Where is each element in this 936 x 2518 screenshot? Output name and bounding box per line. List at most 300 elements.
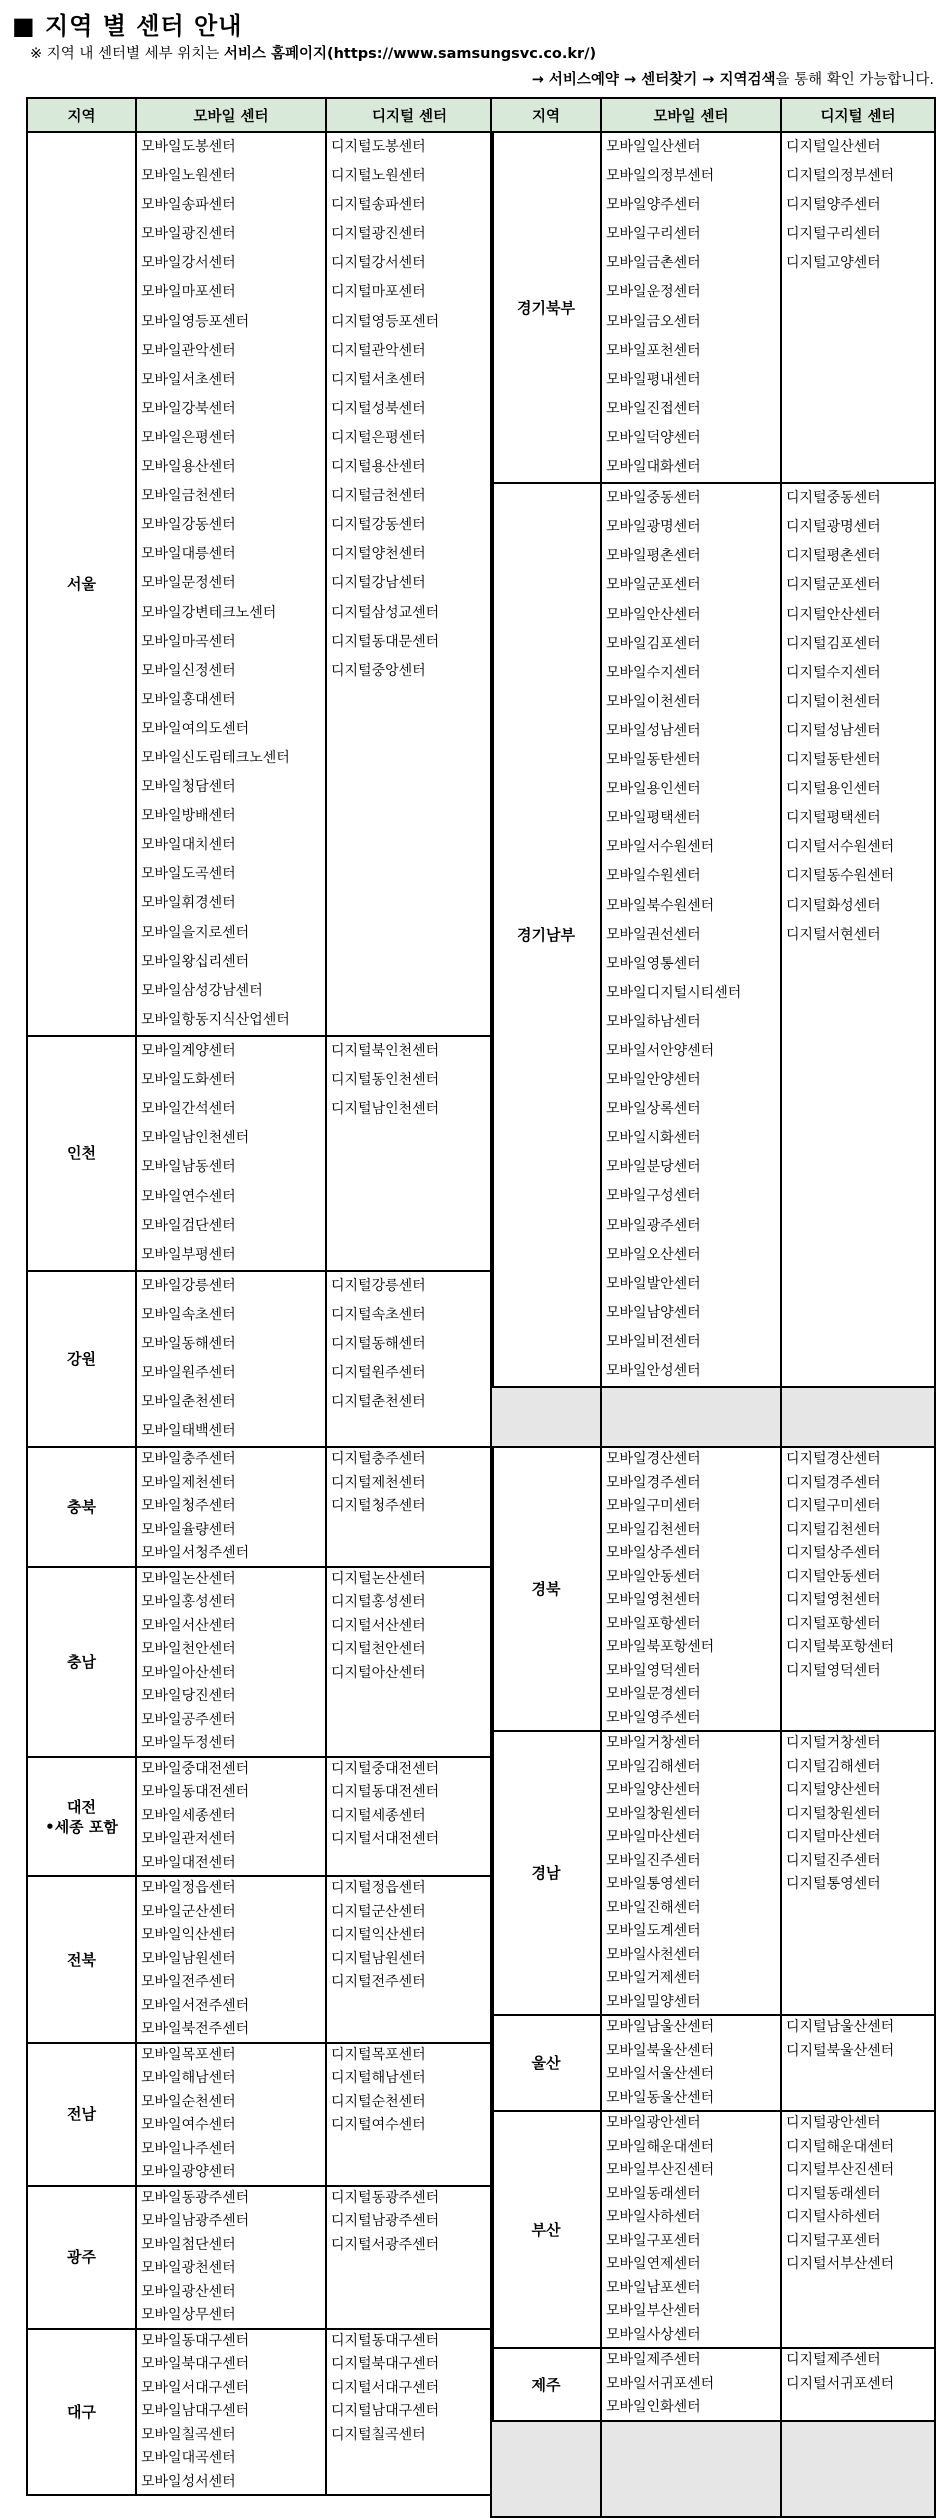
mobile-center-item: 모바일덕양센터 [606, 429, 701, 446]
region-row [491, 132, 935, 483]
digital-center-item: 디지털서초센터 [331, 371, 426, 388]
digital-center-item: 디지털동래센터 [786, 2185, 881, 2202]
mobile-center-item: 모바일휘경센터 [141, 895, 236, 912]
mobile-center-item: 모바일의정부센터 [606, 168, 715, 185]
mobile-center-item: 모바일도계센터 [606, 1923, 701, 1940]
mobile-center-item: 모바일안동센터 [606, 1568, 701, 1585]
mobile-center-item: 모바일강릉센터 [141, 1277, 236, 1294]
mobile-center-item: 모바일방배센터 [141, 808, 236, 825]
region-row [491, 2421, 935, 2517]
digital-center-item: 디지털평촌센터 [786, 548, 881, 565]
mobile-center-item: 모바일도화센터 [141, 1072, 236, 1089]
mobile-center-item: 모바일해운대센터 [606, 2138, 715, 2155]
mobile-center-item: 모바일구미센터 [606, 1498, 701, 1515]
mobile-center-item: 모바일일산센터 [606, 139, 701, 155]
mobile-center-item: 모바일남울산센터 [606, 2019, 715, 2036]
region-name: 대전 •세종 포함 [27, 1757, 136, 1877]
digital-center-item: 디지털영등포센터 [331, 313, 440, 330]
mobile-center-item: 모바일문경센터 [606, 1686, 701, 1703]
mobile-center-item: 모바일밀양센터 [606, 1993, 701, 2010]
mobile-center-item: 모바일성서센터 [141, 2473, 236, 2490]
mobile-center-item: 모바일도봉센터 [141, 139, 236, 155]
digital-center-item: 디지털아산센터 [331, 1664, 426, 1681]
digital-center-item: 디지털마포센터 [331, 284, 426, 301]
digital-center-list [781, 483, 935, 1387]
digital-center-item: 디지털전주센터 [331, 1974, 426, 1991]
region-name [491, 2421, 601, 2517]
mobile-center-item: 모바일남양센터 [606, 1304, 701, 1321]
mobile-center-item: 모바일용산센터 [141, 459, 236, 476]
mobile-center-item: 모바일영주센터 [606, 1709, 701, 1726]
left-center-table [26, 97, 494, 2496]
digital-center-item: 디지털동광주센터 [331, 2189, 440, 2206]
mobile-center-item: 모바일첨단센터 [141, 2236, 236, 2253]
digital-center-item: 디지털세종센터 [331, 1807, 426, 1824]
mobile-center-item: 모바일서산센터 [141, 1617, 236, 1634]
digital-center-item: 디지털용인센터 [786, 781, 881, 798]
digital-center-item: 디지털의정부센터 [786, 168, 895, 185]
mobile-center-item: 모바일동울산센터 [606, 2089, 715, 2106]
digital-center-list [781, 2015, 935, 2111]
region-name: 경북 [491, 1447, 601, 1731]
digital-center-item: 디지털구리센터 [786, 226, 881, 243]
mobile-center-item: 모바일양주센터 [606, 197, 701, 214]
mobile-center-item: 모바일시화센터 [606, 1130, 701, 1147]
region-name: 서울 [27, 132, 136, 1036]
region-name: 경남 [491, 1731, 601, 2015]
mobile-center-item: 모바일관악센터 [141, 342, 236, 359]
region-name: 부산 [491, 2111, 601, 2348]
mobile-center-item: 모바일군산센터 [141, 1903, 236, 1920]
digital-center-item: 디지털서대구센터 [331, 2379, 440, 2396]
digital-center-list [326, 1876, 493, 2043]
mobile-center-item: 모바일마곡센터 [141, 633, 236, 650]
homepage-url-text: 서비스 홈페이지(https://www.samsungsvc.co.kr/) [223, 46, 597, 62]
mobile-center-item: 모바일용인센터 [606, 781, 701, 798]
digital-center-item: 디지털양천센터 [331, 546, 426, 563]
digital-center-item: 디지털해운대센터 [786, 2138, 895, 2155]
region-name: 전남 [27, 2043, 136, 2186]
mobile-center-item: 모바일도곡센터 [141, 866, 236, 883]
page-title: ■ 지역 별 센터 안내 [12, 12, 243, 40]
mobile-center-item: 모바일홍성센터 [141, 1594, 236, 1611]
digital-center-item: 디지털목포센터 [331, 2046, 426, 2063]
region-row [491, 483, 935, 1387]
mobile-center-item: 모바일정읍센터 [141, 1880, 236, 1897]
digital-center-item: 디지털구미센터 [786, 1498, 881, 1515]
digital-center-list [326, 2186, 493, 2329]
region-name: 경기북부 [491, 132, 601, 483]
mobile-center-item: 모바일문정센터 [141, 575, 236, 592]
digital-center-item: 디지털속초센터 [331, 1306, 426, 1323]
digital-center-item: 디지털성북센터 [331, 400, 426, 417]
mobile-center-item: 모바일마포센터 [141, 284, 236, 301]
digital-center-item: 디지털이천센터 [786, 693, 881, 710]
mobile-center-item: 모바일통영센터 [606, 1876, 701, 1893]
digital-center-list [326, 1567, 493, 1757]
region-row [491, 2348, 935, 2421]
digital-center-item: 디지털강릉센터 [331, 1277, 426, 1294]
digital-center-item: 디지털사하센터 [786, 2209, 881, 2226]
mobile-center-item: 모바일서울산센터 [606, 2066, 715, 2083]
region-row [27, 1271, 493, 1448]
digital-center-item: 디지털제천센터 [331, 1474, 426, 1491]
mobile-center-item: 모바일세종센터 [141, 1807, 236, 1824]
digital-center-item: 디지털군포센터 [786, 577, 881, 594]
mobile-center-item: 모바일아산센터 [141, 1664, 236, 1681]
mobile-center-item: 모바일영통센터 [606, 955, 701, 972]
digital-center-item: 디지털중동센터 [786, 490, 881, 507]
mobile-center-item: 모바일은평센터 [141, 429, 236, 446]
mobile-center-item: 모바일논산센터 [141, 1570, 236, 1587]
mobile-center-item: 모바일공주센터 [141, 1711, 236, 1728]
mobile-center-item: 모바일양산센터 [606, 1782, 701, 1799]
region-name: 인천 [27, 1036, 136, 1271]
region-row [491, 1387, 935, 1447]
mobile-center-item: 모바일금촌센터 [606, 255, 701, 272]
digital-center-item: 디지털남울산센터 [786, 2019, 895, 2036]
mobile-center-item: 모바일삼성강남센터 [141, 982, 263, 999]
digital-center-item: 디지털통영센터 [786, 1876, 881, 1893]
digital-center-item: 디지털수지센터 [786, 664, 881, 681]
mobile-center-item: 모바일계양센터 [141, 1043, 236, 1060]
note-line-2-text: 을 통해 확인 가능합니다. [775, 72, 934, 88]
mobile-center-item: 모바일마산센터 [606, 1829, 701, 1846]
digital-center-item: 디지털진주센터 [786, 1852, 881, 1869]
region-name: 강원 [27, 1271, 136, 1448]
digital-center-item: 디지털관악센터 [331, 342, 426, 359]
region-row [27, 132, 493, 1036]
mobile-center-item: 모바일서귀포센터 [606, 2375, 715, 2392]
region-header: 지역 [491, 98, 601, 132]
digital-center-list [781, 1387, 935, 1447]
region-row [27, 2043, 493, 2186]
digital-center-header: 디지털 센터 [781, 98, 935, 132]
region-row [27, 1876, 493, 2043]
mobile-center-item: 모바일목포센터 [141, 2046, 236, 2063]
mobile-center-item: 모바일분당센터 [606, 1159, 701, 1176]
mobile-center-list [136, 1036, 326, 1271]
mobile-center-item: 모바일동대구센터 [141, 2332, 250, 2349]
region-row [27, 1447, 493, 1567]
right-center-table [490, 97, 936, 2518]
mobile-center-item: 모바일권선센터 [606, 926, 701, 943]
digital-center-item: 디지털동대문센터 [331, 633, 440, 650]
mobile-center-item: 모바일청담센터 [141, 779, 236, 796]
digital-center-item: 디지털고양센터 [786, 255, 881, 272]
region-name: 광주 [27, 2186, 136, 2329]
mobile-center-list [136, 2186, 326, 2329]
mobile-center-item: 모바일거창센터 [606, 1735, 701, 1752]
digital-center-item: 디지털안동센터 [786, 1568, 881, 1585]
mobile-center-list [136, 1567, 326, 1757]
region-name: 충남 [27, 1567, 136, 1757]
digital-center-item: 디지털평택센터 [786, 810, 881, 827]
mobile-center-item: 모바일북포항센터 [606, 1639, 715, 1656]
mobile-center-item: 모바일수원센터 [606, 868, 701, 885]
mobile-center-list [601, 1731, 781, 2015]
digital-center-item: 디지털해남센터 [331, 2070, 426, 2087]
mobile-center-item: 모바일광진센터 [141, 226, 236, 243]
digital-center-item: 디지털제주센터 [786, 2352, 881, 2369]
digital-center-item: 디지털동인천센터 [331, 1072, 440, 1089]
region-row [491, 2015, 935, 2111]
mobile-center-item: 모바일영등포센터 [141, 313, 250, 330]
mobile-center-item: 모바일남인천센터 [141, 1130, 250, 1147]
digital-center-item: 디지털북대구센터 [331, 2356, 440, 2373]
digital-center-item: 디지털동해센터 [331, 1336, 426, 1353]
digital-center-item: 디지털영덕센터 [786, 1662, 881, 1679]
region-name: 울산 [491, 2015, 601, 2111]
digital-center-item: 디지털용산센터 [331, 459, 426, 476]
mobile-center-item: 모바일사하센터 [606, 2209, 701, 2226]
digital-center-item: 디지털군산센터 [331, 1903, 426, 1920]
mobile-center-item: 모바일상주센터 [606, 1545, 701, 1562]
mobile-center-item: 모바일북대구센터 [141, 2356, 250, 2373]
mobile-center-item: 모바일동래센터 [606, 2185, 701, 2202]
mobile-center-item: 모바일구포센터 [606, 2232, 701, 2249]
mobile-center-item: 모바일김천센터 [606, 1521, 701, 1538]
mobile-center-item: 모바일왕십리센터 [141, 953, 250, 970]
mobile-center-item: 모바일연수센터 [141, 1188, 236, 1205]
note-line-2 [532, 68, 934, 89]
mobile-center-list [136, 1757, 326, 1877]
digital-center-item: 디지털중앙센터 [331, 662, 426, 679]
mobile-center-list [601, 483, 781, 1387]
mobile-center-item: 모바일운정센터 [606, 284, 701, 301]
mobile-center-item: 모바일남동센터 [141, 1159, 236, 1176]
mobile-center-item: 모바일남광주센터 [141, 2213, 250, 2230]
digital-center-list [326, 132, 493, 1036]
digital-center-item: 디지털남인천센터 [331, 1101, 440, 1118]
digital-center-item: 디지털원주센터 [331, 1365, 426, 1382]
mobile-center-item: 모바일경산센터 [606, 1451, 701, 1468]
mobile-center-item: 모바일안양센터 [606, 1072, 701, 1089]
mobile-center-item: 모바일부산진센터 [606, 2162, 715, 2179]
digital-center-list [781, 1731, 935, 2015]
mobile-center-item: 모바일상무센터 [141, 2307, 236, 2324]
mobile-center-item: 모바일비전센터 [606, 1333, 701, 1350]
digital-center-item: 디지털금천센터 [331, 488, 426, 505]
mobile-center-list [601, 2015, 781, 2111]
mobile-center-list [601, 1387, 781, 1447]
digital-center-item: 디지털화성센터 [786, 897, 881, 914]
region-row [491, 2111, 935, 2348]
mobile-center-item: 모바일광주센터 [606, 1217, 701, 1234]
mobile-center-item: 모바일속초센터 [141, 1306, 236, 1323]
mobile-center-item: 모바일하남센터 [606, 1013, 701, 1030]
mobile-center-item: 모바일칠곡센터 [141, 2426, 236, 2443]
digital-center-item: 디지털강남센터 [331, 575, 426, 592]
mobile-center-item: 모바일사천센터 [606, 1946, 701, 1963]
digital-center-item: 디지털포항센터 [786, 1615, 881, 1632]
digital-center-item: 디지털동대구센터 [331, 2332, 440, 2349]
mobile-center-item: 모바일평내센터 [606, 371, 701, 388]
digital-center-item: 디지털강동센터 [331, 517, 426, 534]
digital-center-item: 디지털천안센터 [331, 1641, 426, 1658]
mobile-center-item: 모바일춘천센터 [141, 1394, 236, 1411]
mobile-center-list [136, 2043, 326, 2186]
mobile-center-item: 모바일안성센터 [606, 1363, 701, 1379]
digital-center-item: 디지털북인천센터 [331, 1043, 440, 1060]
mobile-center-item: 모바일대전센터 [141, 1854, 236, 1871]
mobile-center-item: 모바일금천센터 [141, 488, 236, 505]
mobile-center-header: 모바일 센터 [136, 98, 326, 132]
digital-center-item: 디지털서현센터 [786, 926, 881, 943]
digital-center-list [326, 2329, 493, 2496]
mobile-center-item: 모바일서전주센터 [141, 1997, 250, 2014]
mobile-center-list [601, 2348, 781, 2421]
digital-center-item: 디지털서귀포센터 [786, 2375, 895, 2392]
mobile-center-item: 모바일경주센터 [606, 1474, 701, 1491]
mobile-center-item: 모바일성남센터 [606, 722, 701, 739]
mobile-center-item: 모바일창원센터 [606, 1805, 701, 1822]
mobile-center-item: 모바일영덕센터 [606, 1662, 701, 1679]
digital-center-item: 디지털순천센터 [331, 2093, 426, 2110]
digital-center-item: 디지털서수원센터 [786, 839, 895, 856]
mobile-center-item: 모바일진접센터 [606, 400, 701, 417]
mobile-center-item: 모바일여수센터 [141, 2117, 236, 2134]
mobile-center-item: 모바일강서센터 [141, 255, 236, 272]
digital-center-item: 디지털정읍센터 [331, 1880, 426, 1897]
digital-center-item: 디지털안산센터 [786, 606, 881, 623]
digital-center-item: 디지털춘천센터 [331, 1394, 426, 1411]
digital-center-item: 디지털광진센터 [331, 226, 426, 243]
digital-center-item: 디지털광명센터 [786, 519, 881, 536]
region-name: 경기남부 [491, 483, 601, 1387]
mobile-center-item: 모바일부평센터 [141, 1246, 236, 1263]
mobile-center-item: 모바일구성센터 [606, 1188, 701, 1205]
digital-center-item: 디지털은평센터 [331, 429, 426, 446]
mobile-center-item: 모바일남포센터 [606, 2279, 701, 2296]
digital-center-list [326, 1036, 493, 1271]
mobile-center-item: 모바일남대구센터 [141, 2403, 250, 2420]
mobile-center-item: 모바일서청주센터 [141, 1545, 250, 1562]
mobile-center-item: 모바일오산센터 [606, 1246, 701, 1263]
mobile-center-item: 모바일서대구센터 [141, 2379, 250, 2396]
digital-center-item: 디지털경주센터 [786, 1474, 881, 1491]
mobile-center-item: 모바일충주센터 [141, 1451, 236, 1468]
mobile-center-item: 모바일중동센터 [606, 490, 701, 507]
mobile-center-item: 모바일거제센터 [606, 1970, 701, 1987]
mobile-center-item: 모바일검단센터 [141, 1217, 236, 1234]
digital-center-item: 디지털홍성센터 [331, 1594, 426, 1611]
digital-center-list [326, 1271, 493, 1448]
mobile-center-list [136, 1876, 326, 2043]
mobile-center-item: 모바일전주센터 [141, 1974, 236, 1991]
region-row [27, 1757, 493, 1877]
digital-center-item: 디지털일산센터 [786, 139, 881, 155]
mobile-center-item: 모바일송파센터 [141, 197, 236, 214]
mobile-center-item: 모바일안산센터 [606, 606, 701, 623]
mobile-center-item: 모바일이천센터 [606, 693, 701, 710]
digital-center-item: 디지털삼성교센터 [331, 604, 440, 621]
digital-center-item: 디지털논산센터 [331, 1570, 426, 1587]
mobile-center-item: 모바일해남센터 [141, 2070, 236, 2087]
digital-center-item: 디지털충주센터 [331, 1451, 426, 1468]
mobile-center-item: 모바일동탄센터 [606, 752, 701, 769]
search-path-text: → 서비스예약 → 센터찾기 → 지역검색 [531, 72, 776, 88]
digital-center-item: 디지털창원센터 [786, 1805, 881, 1822]
mobile-center-list [601, 1447, 781, 1731]
region-row [491, 1447, 935, 1731]
region-name [491, 1387, 601, 1447]
mobile-center-list [136, 1447, 326, 1567]
digital-center-item: 디지털강서센터 [331, 255, 426, 272]
digital-center-item: 디지털서부산센터 [786, 2256, 895, 2273]
mobile-center-item: 모바일광산센터 [141, 2283, 236, 2300]
mobile-center-list [136, 1271, 326, 1448]
digital-center-item: 디지털상주센터 [786, 1545, 881, 1562]
digital-center-item: 디지털김천센터 [786, 1521, 881, 1538]
mobile-center-item: 모바일서초센터 [141, 371, 236, 388]
region-row [27, 1567, 493, 1757]
mobile-center-item: 모바일평택센터 [606, 810, 701, 827]
mobile-center-list [136, 132, 326, 1036]
mobile-center-item: 모바일김포센터 [606, 635, 701, 652]
digital-center-item: 디지털중대전센터 [331, 1760, 440, 1777]
mobile-center-item: 모바일간석센터 [141, 1101, 236, 1118]
mobile-center-item: 모바일대치센터 [141, 837, 236, 854]
mobile-center-list [601, 2421, 781, 2517]
mobile-center-item: 모바일수지센터 [606, 664, 701, 681]
mobile-center-item: 모바일대곡센터 [141, 2450, 236, 2467]
mobile-center-item: 모바일진해센터 [606, 1899, 701, 1916]
mobile-center-item: 모바일동해센터 [141, 1336, 236, 1353]
digital-center-item: 디지털양주센터 [786, 197, 881, 214]
region-header: 지역 [27, 98, 136, 132]
mobile-center-item: 모바일동대전센터 [141, 1784, 250, 1801]
digital-center-item: 디지털영천센터 [786, 1592, 881, 1609]
mobile-center-item: 모바일금오센터 [606, 313, 701, 330]
mobile-center-item: 모바일청주센터 [141, 1498, 236, 1515]
digital-center-item: 디지털청주센터 [331, 1498, 426, 1515]
digital-center-item: 디지털부산진센터 [786, 2162, 895, 2179]
digital-center-item: 디지털광안센터 [786, 2115, 881, 2132]
digital-center-item: 디지털남광주센터 [331, 2213, 440, 2230]
mobile-center-item: 모바일천안센터 [141, 1641, 236, 1658]
mobile-center-item: 모바일광안센터 [606, 2115, 701, 2132]
mobile-center-item: 모바일을지로센터 [141, 924, 250, 941]
digital-center-item: 디지털구포센터 [786, 2232, 881, 2249]
mobile-center-item: 모바일제천센터 [141, 1474, 236, 1491]
digital-center-item: 디지털익산센터 [331, 1927, 426, 1944]
region-name: 대구 [27, 2329, 136, 2496]
digital-center-item: 디지털도봉센터 [331, 139, 426, 155]
mobile-center-item: 모바일진주센터 [606, 1852, 701, 1869]
mobile-center-item: 모바일제주센터 [606, 2352, 701, 2369]
region-name: 충북 [27, 1447, 136, 1567]
digital-center-item: 디지털마산센터 [786, 1829, 881, 1846]
mobile-center-item: 모바일동광주센터 [141, 2189, 250, 2206]
note-line-1-text: ※ 지역 내 센터별 세부 위치는 [30, 46, 224, 62]
digital-center-item: 디지털동탄센터 [786, 752, 881, 769]
mobile-center-header: 모바일 센터 [601, 98, 781, 132]
region-row [27, 1036, 493, 1271]
mobile-center-item: 모바일강북센터 [141, 400, 236, 417]
digital-center-list [326, 2043, 493, 2186]
digital-center-item: 디지털남대구센터 [331, 2403, 440, 2420]
mobile-center-item: 모바일평촌센터 [606, 548, 701, 565]
mobile-center-item: 모바일북수원센터 [606, 897, 715, 914]
digital-center-header: 디지털 센터 [326, 98, 493, 132]
digital-center-item: 디지털여수센터 [331, 2117, 426, 2134]
mobile-center-list [136, 2329, 326, 2496]
mobile-center-item: 모바일익산센터 [141, 1927, 236, 1944]
region-row [27, 2186, 493, 2329]
digital-center-item: 디지털동수원센터 [786, 868, 895, 885]
digital-center-item: 디지털김해센터 [786, 1758, 881, 1775]
